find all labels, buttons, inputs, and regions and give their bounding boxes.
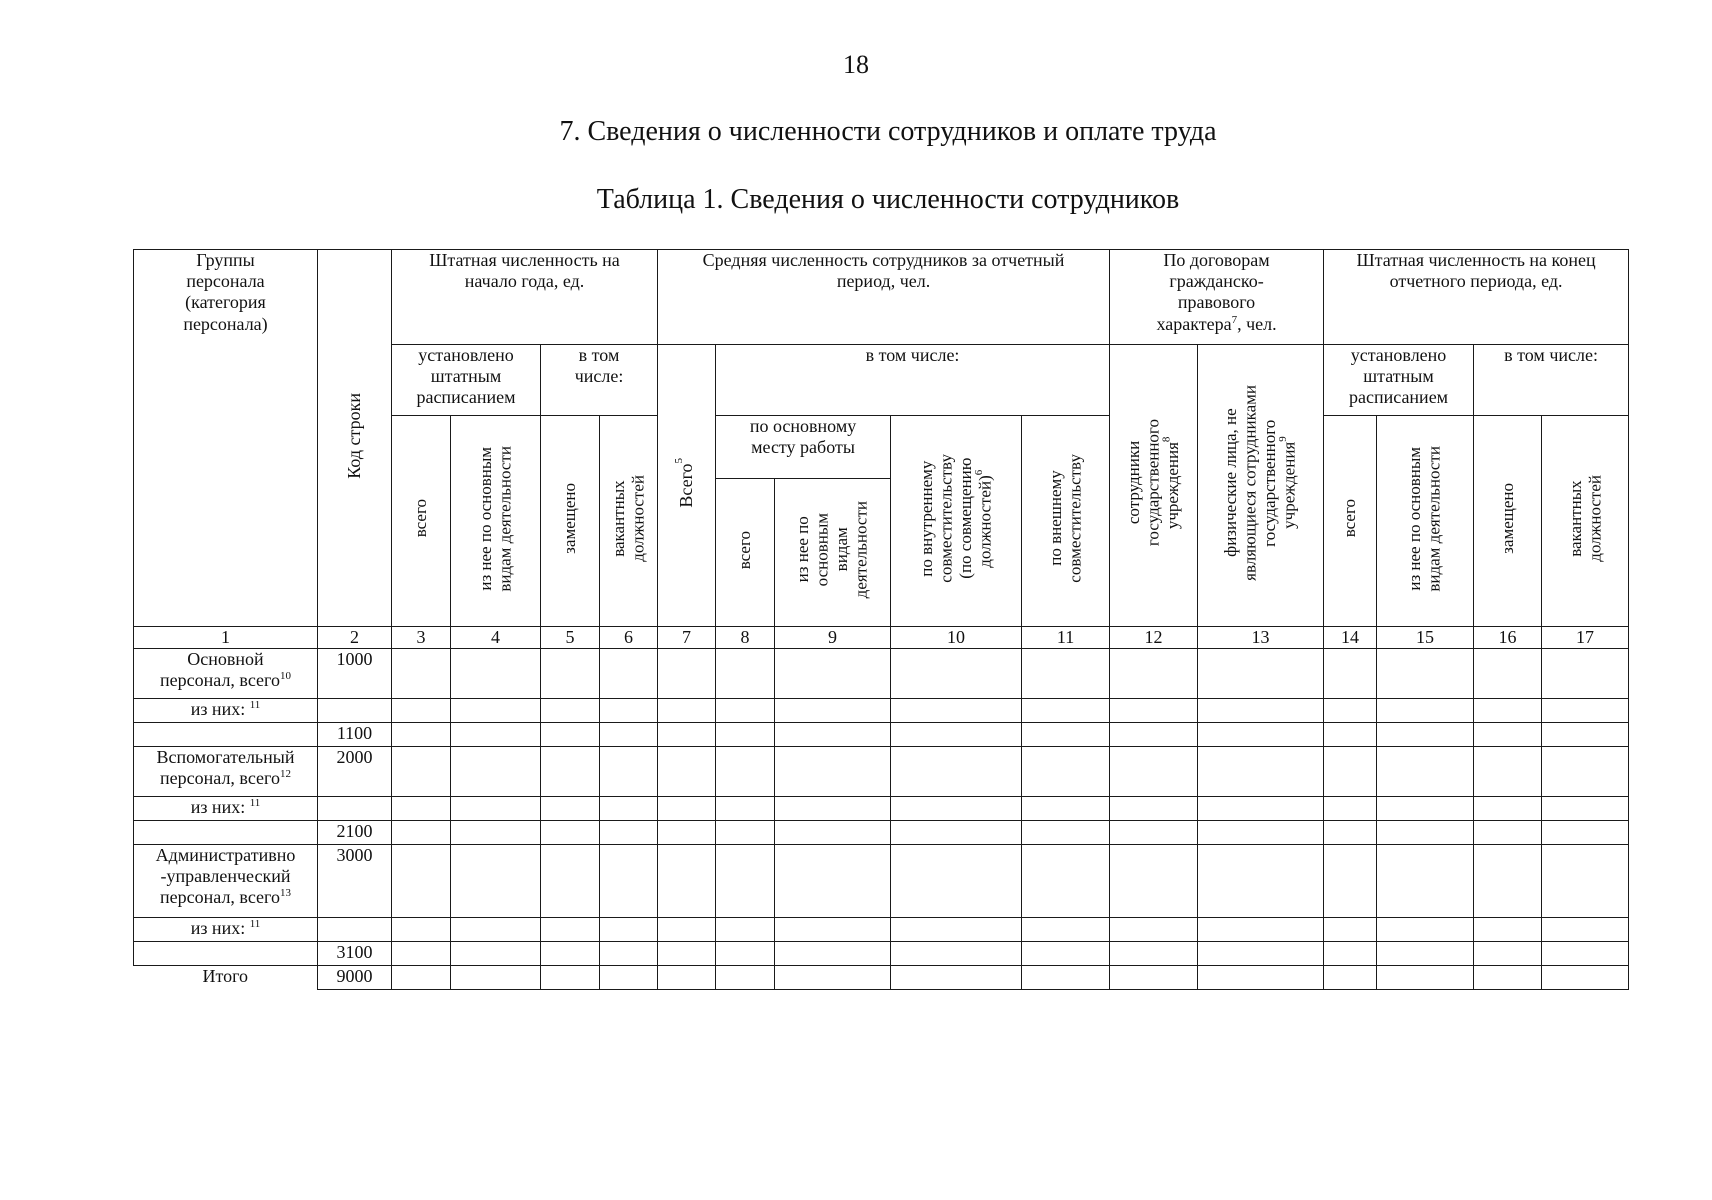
data-cell[interactable] bbox=[1022, 845, 1110, 918]
header-col10: по внутреннему совместительству (по совмещению должностей)$^6$ bbox=[891, 416, 1022, 627]
data-cell[interactable] bbox=[1324, 699, 1377, 723]
data-cell[interactable] bbox=[600, 649, 658, 699]
column-number: 11 bbox=[1022, 627, 1110, 649]
header-code: Код строки bbox=[318, 250, 392, 627]
data-cell[interactable] bbox=[1377, 747, 1474, 797]
row-code: 2000 bbox=[318, 747, 392, 797]
header-including-end: в том числе: bbox=[1474, 345, 1629, 416]
data-cell[interactable] bbox=[716, 942, 775, 966]
data-cell[interactable] bbox=[658, 723, 716, 747]
data-cell[interactable] bbox=[1198, 942, 1324, 966]
data-cell[interactable] bbox=[1377, 918, 1474, 942]
data-cell[interactable] bbox=[775, 699, 891, 723]
header-col17: вакантных должностей bbox=[1542, 416, 1629, 627]
data-cell[interactable] bbox=[1377, 845, 1474, 918]
data-cell[interactable] bbox=[541, 942, 600, 966]
data-cell[interactable] bbox=[1377, 797, 1474, 821]
row-label-of-them: из них: $^{11}$ bbox=[134, 699, 318, 723]
data-cell[interactable] bbox=[1022, 699, 1110, 723]
data-cell[interactable] bbox=[451, 845, 541, 918]
data-cell[interactable] bbox=[658, 845, 716, 918]
data-cell[interactable] bbox=[658, 797, 716, 821]
data-cell[interactable] bbox=[716, 723, 775, 747]
data-cell[interactable] bbox=[1198, 649, 1324, 699]
data-cell[interactable] bbox=[1324, 942, 1377, 966]
column-number: 1 bbox=[134, 627, 318, 649]
data-cell[interactable] bbox=[1474, 966, 1542, 990]
header-staff-start: Штатная численность на начало года, ед. bbox=[392, 250, 658, 345]
header-staff-end: Штатная численность на конец отчетного периода, ед. bbox=[1324, 250, 1629, 345]
row-code bbox=[318, 699, 392, 723]
data-cell[interactable] bbox=[600, 723, 658, 747]
table-row-total bbox=[134, 966, 1629, 990]
data-cell[interactable] bbox=[1324, 821, 1377, 845]
data-cell[interactable] bbox=[775, 942, 891, 966]
table-row-sub bbox=[134, 723, 1629, 747]
data-cell[interactable] bbox=[716, 966, 775, 990]
column-number: 2 bbox=[318, 627, 392, 649]
data-cell[interactable] bbox=[716, 699, 775, 723]
row-label-total: Итого bbox=[134, 966, 318, 990]
header-col9: из нее по основным видам деятельности bbox=[775, 479, 891, 627]
data-cell[interactable] bbox=[775, 649, 891, 699]
data-cell[interactable] bbox=[451, 942, 541, 966]
data-cell[interactable] bbox=[451, 918, 541, 942]
header-col6: вакантных должностей bbox=[600, 416, 658, 627]
header-col14: всего bbox=[1324, 416, 1377, 627]
data-cell[interactable] bbox=[1110, 649, 1198, 699]
data-cell[interactable] bbox=[1324, 723, 1377, 747]
row-label-empty[interactable] bbox=[134, 942, 318, 966]
column-number: 8 bbox=[716, 627, 775, 649]
data-cell[interactable] bbox=[658, 918, 716, 942]
data-cell[interactable] bbox=[1022, 797, 1110, 821]
data-cell[interactable] bbox=[716, 747, 775, 797]
data-cell[interactable] bbox=[658, 699, 716, 723]
column-number: 13 bbox=[1198, 627, 1324, 649]
data-cell[interactable] bbox=[541, 966, 600, 990]
header-col11: по внешнему совместительству bbox=[1022, 416, 1110, 627]
header-col15: из нее по основным видам деятельности bbox=[1377, 416, 1474, 627]
data-cell[interactable] bbox=[891, 845, 1022, 918]
data-cell[interactable] bbox=[600, 699, 658, 723]
data-cell[interactable] bbox=[1542, 942, 1629, 966]
column-number: 12 bbox=[1110, 627, 1198, 649]
data-cell[interactable] bbox=[1324, 649, 1377, 699]
row-code: 1000 bbox=[318, 649, 392, 699]
data-cell[interactable] bbox=[1198, 918, 1324, 942]
row-code bbox=[318, 918, 392, 942]
data-cell[interactable] bbox=[392, 797, 451, 821]
header-avg-total: Всего$^5$ bbox=[658, 345, 716, 627]
column-number: 10 bbox=[891, 627, 1022, 649]
table-row-sub bbox=[134, 942, 1629, 966]
page-number: 18 bbox=[843, 50, 869, 79]
data-cell[interactable] bbox=[1377, 699, 1474, 723]
data-cell[interactable] bbox=[716, 845, 775, 918]
data-cell[interactable] bbox=[600, 747, 658, 797]
data-cell[interactable] bbox=[392, 918, 451, 942]
table-row-aux-staff bbox=[134, 747, 1629, 797]
table-row-of-them bbox=[134, 699, 1629, 723]
data-cell[interactable] bbox=[1110, 821, 1198, 845]
data-cell[interactable] bbox=[716, 797, 775, 821]
data-cell[interactable] bbox=[1022, 918, 1110, 942]
table-row-admin-staff bbox=[134, 845, 1629, 918]
row-code bbox=[318, 797, 392, 821]
data-cell[interactable] bbox=[1377, 821, 1474, 845]
data-cell[interactable] bbox=[1324, 918, 1377, 942]
data-cell[interactable] bbox=[1324, 845, 1377, 918]
column-number: 14 bbox=[1324, 627, 1377, 649]
data-cell[interactable] bbox=[451, 649, 541, 699]
data-cell[interactable] bbox=[392, 845, 451, 918]
table-row-main-staff bbox=[134, 649, 1629, 699]
data-cell[interactable] bbox=[1022, 747, 1110, 797]
data-cell[interactable] bbox=[1474, 723, 1542, 747]
column-number: 3 bbox=[392, 627, 451, 649]
header-col13: физические лица, не являющиеся сотрудниками государственного учреждения$^9$ bbox=[1198, 345, 1324, 627]
data-cell[interactable] bbox=[1110, 845, 1198, 918]
header-established-end: установлено штатным расписанием bbox=[1324, 345, 1474, 416]
data-cell[interactable] bbox=[891, 699, 1022, 723]
data-cell[interactable] bbox=[1198, 723, 1324, 747]
table-row-sub bbox=[134, 821, 1629, 845]
header-col16: замещено bbox=[1474, 416, 1542, 627]
data-cell[interactable] bbox=[392, 966, 451, 990]
data-cell[interactable] bbox=[1110, 797, 1198, 821]
data-cell[interactable] bbox=[600, 942, 658, 966]
data-cell[interactable] bbox=[1474, 649, 1542, 699]
row-code: 3100 bbox=[318, 942, 392, 966]
data-cell[interactable] bbox=[392, 699, 451, 723]
header-established-start: установлено штатным расписанием bbox=[392, 345, 541, 416]
data-cell[interactable] bbox=[1542, 918, 1629, 942]
data-cell[interactable] bbox=[775, 747, 891, 797]
data-cell[interactable] bbox=[1474, 942, 1542, 966]
row-code: 3000 bbox=[318, 845, 392, 918]
data-cell[interactable] bbox=[1542, 723, 1629, 747]
data-cell[interactable] bbox=[1022, 966, 1110, 990]
column-number: 17 bbox=[1542, 627, 1629, 649]
table-title: Таблица 1. Сведения о численности сотрудников bbox=[596, 184, 1180, 215]
data-cell[interactable] bbox=[891, 942, 1022, 966]
data-cell[interactable] bbox=[392, 821, 451, 845]
data-cell[interactable] bbox=[600, 821, 658, 845]
data-cell[interactable] bbox=[658, 942, 716, 966]
data-cell[interactable] bbox=[891, 966, 1022, 990]
data-cell[interactable] bbox=[775, 845, 891, 918]
row-code: 9000 bbox=[318, 966, 392, 990]
column-number: 4 bbox=[451, 627, 541, 649]
data-cell[interactable] bbox=[1377, 649, 1474, 699]
data-cell[interactable] bbox=[1474, 845, 1542, 918]
table-row-of-them bbox=[134, 797, 1629, 821]
data-cell[interactable] bbox=[1474, 797, 1542, 821]
section-title: 7. Сведения о численности сотрудников и оплате труда bbox=[559, 116, 1217, 147]
data-cell[interactable] bbox=[1110, 723, 1198, 747]
header-main-place: по основному месту работы bbox=[716, 416, 891, 479]
column-number: 7 bbox=[658, 627, 716, 649]
data-cell[interactable] bbox=[1198, 966, 1324, 990]
data-cell[interactable] bbox=[392, 747, 451, 797]
row-code: 1100 bbox=[318, 723, 392, 747]
data-cell[interactable] bbox=[716, 821, 775, 845]
data-cell[interactable] bbox=[451, 821, 541, 845]
header-col3: всего bbox=[392, 416, 451, 627]
data-cell[interactable] bbox=[1022, 821, 1110, 845]
header-avg-including: в том числе: bbox=[716, 345, 1110, 416]
row-code: 2100 bbox=[318, 821, 392, 845]
data-cell[interactable] bbox=[1542, 699, 1629, 723]
data-cell[interactable] bbox=[1377, 966, 1474, 990]
data-cell[interactable] bbox=[600, 966, 658, 990]
data-cell[interactable] bbox=[775, 797, 891, 821]
data-cell[interactable] bbox=[1324, 966, 1377, 990]
data-cell[interactable] bbox=[658, 747, 716, 797]
data-cell[interactable] bbox=[775, 966, 891, 990]
data-cell[interactable] bbox=[891, 821, 1022, 845]
data-cell[interactable] bbox=[541, 649, 600, 699]
data-cell[interactable] bbox=[1474, 821, 1542, 845]
staff-count-table bbox=[133, 249, 1629, 990]
data-cell[interactable] bbox=[1474, 699, 1542, 723]
row-label-main-staff: Основной персонал, всего$^{10}$ bbox=[134, 649, 318, 699]
row-label-empty[interactable] bbox=[134, 821, 318, 845]
header-col4: из нее по основным видам деятельности bbox=[451, 416, 541, 627]
data-cell[interactable] bbox=[1198, 821, 1324, 845]
data-cell[interactable] bbox=[891, 723, 1022, 747]
data-cell[interactable] bbox=[658, 821, 716, 845]
data-cell[interactable] bbox=[451, 747, 541, 797]
data-cell[interactable] bbox=[716, 918, 775, 942]
data-cell[interactable] bbox=[1474, 918, 1542, 942]
data-cell[interactable] bbox=[541, 845, 600, 918]
row-label-admin-staff: Административно -управленческий персонал, всего$^{13}$ bbox=[134, 845, 318, 918]
data-cell[interactable] bbox=[541, 747, 600, 797]
data-cell[interactable] bbox=[658, 966, 716, 990]
data-cell[interactable] bbox=[600, 918, 658, 942]
header-col5: замещено bbox=[541, 416, 600, 627]
header-gph: По договорам гражданско- правового характера$^7$, чел. bbox=[1110, 250, 1324, 345]
data-cell[interactable] bbox=[1198, 699, 1324, 723]
column-number: 6 bbox=[600, 627, 658, 649]
data-cell[interactable] bbox=[1110, 699, 1198, 723]
data-cell[interactable] bbox=[1110, 918, 1198, 942]
data-cell[interactable] bbox=[451, 699, 541, 723]
row-label-of-them: из них: $^{11}$ bbox=[134, 797, 318, 821]
data-cell[interactable] bbox=[1542, 649, 1629, 699]
data-cell[interactable] bbox=[451, 797, 541, 821]
column-number: 5 bbox=[541, 627, 600, 649]
data-cell[interactable] bbox=[541, 797, 600, 821]
data-cell[interactable] bbox=[451, 966, 541, 990]
header-col8: всего bbox=[716, 479, 775, 627]
header-col12: сотрудники государственного учреждения$^8$ bbox=[1110, 345, 1198, 627]
data-cell[interactable] bbox=[891, 649, 1022, 699]
data-cell[interactable] bbox=[541, 821, 600, 845]
data-cell[interactable] bbox=[891, 747, 1022, 797]
data-cell[interactable] bbox=[1474, 747, 1542, 797]
data-cell[interactable] bbox=[1110, 747, 1198, 797]
data-cell[interactable] bbox=[1377, 942, 1474, 966]
data-cell[interactable] bbox=[600, 845, 658, 918]
data-cell[interactable] bbox=[775, 918, 891, 942]
table-row-of-them bbox=[134, 918, 1629, 942]
data-cell[interactable] bbox=[1022, 723, 1110, 747]
data-cell[interactable] bbox=[1198, 845, 1324, 918]
data-cell[interactable] bbox=[1542, 845, 1629, 918]
data-cell[interactable] bbox=[451, 723, 541, 747]
column-numbers-row bbox=[134, 627, 1629, 649]
data-cell[interactable] bbox=[600, 797, 658, 821]
data-cell[interactable] bbox=[775, 821, 891, 845]
row-label-aux-staff: Вспомогательный персонал, всего$^{12}$ bbox=[134, 747, 318, 797]
data-cell[interactable] bbox=[775, 723, 891, 747]
data-cell[interactable] bbox=[1198, 747, 1324, 797]
row-label-empty[interactable] bbox=[134, 723, 318, 747]
data-cell[interactable] bbox=[392, 723, 451, 747]
data-cell[interactable] bbox=[1377, 723, 1474, 747]
data-cell[interactable] bbox=[1542, 966, 1629, 990]
data-cell[interactable] bbox=[1198, 797, 1324, 821]
header-avg-count: Средняя численность сотрудников за отчетный период, чел. bbox=[658, 250, 1110, 345]
data-cell[interactable] bbox=[891, 918, 1022, 942]
data-cell[interactable] bbox=[716, 649, 775, 699]
data-cell[interactable] bbox=[1022, 942, 1110, 966]
data-cell[interactable] bbox=[1542, 747, 1629, 797]
header-groups: Группы персонала (категория персонала) bbox=[134, 250, 318, 627]
data-cell[interactable] bbox=[1324, 797, 1377, 821]
header-including-start: в том числе: bbox=[541, 345, 658, 416]
data-cell[interactable] bbox=[1022, 649, 1110, 699]
data-cell[interactable] bbox=[392, 649, 451, 699]
data-cell[interactable] bbox=[1324, 747, 1377, 797]
data-cell[interactable] bbox=[891, 797, 1022, 821]
data-cell[interactable] bbox=[392, 942, 451, 966]
column-number: 9 bbox=[775, 627, 891, 649]
data-cell[interactable] bbox=[1542, 821, 1629, 845]
data-cell[interactable] bbox=[1110, 966, 1198, 990]
column-number: 16 bbox=[1474, 627, 1542, 649]
data-cell[interactable] bbox=[541, 699, 600, 723]
data-cell[interactable] bbox=[1542, 797, 1629, 821]
data-cell[interactable] bbox=[541, 723, 600, 747]
data-cell[interactable] bbox=[1110, 942, 1198, 966]
column-number: 15 bbox=[1377, 627, 1474, 649]
row-label-of-them: из них: $^{11}$ bbox=[134, 918, 318, 942]
data-cell[interactable] bbox=[541, 918, 600, 942]
data-cell[interactable] bbox=[658, 649, 716, 699]
